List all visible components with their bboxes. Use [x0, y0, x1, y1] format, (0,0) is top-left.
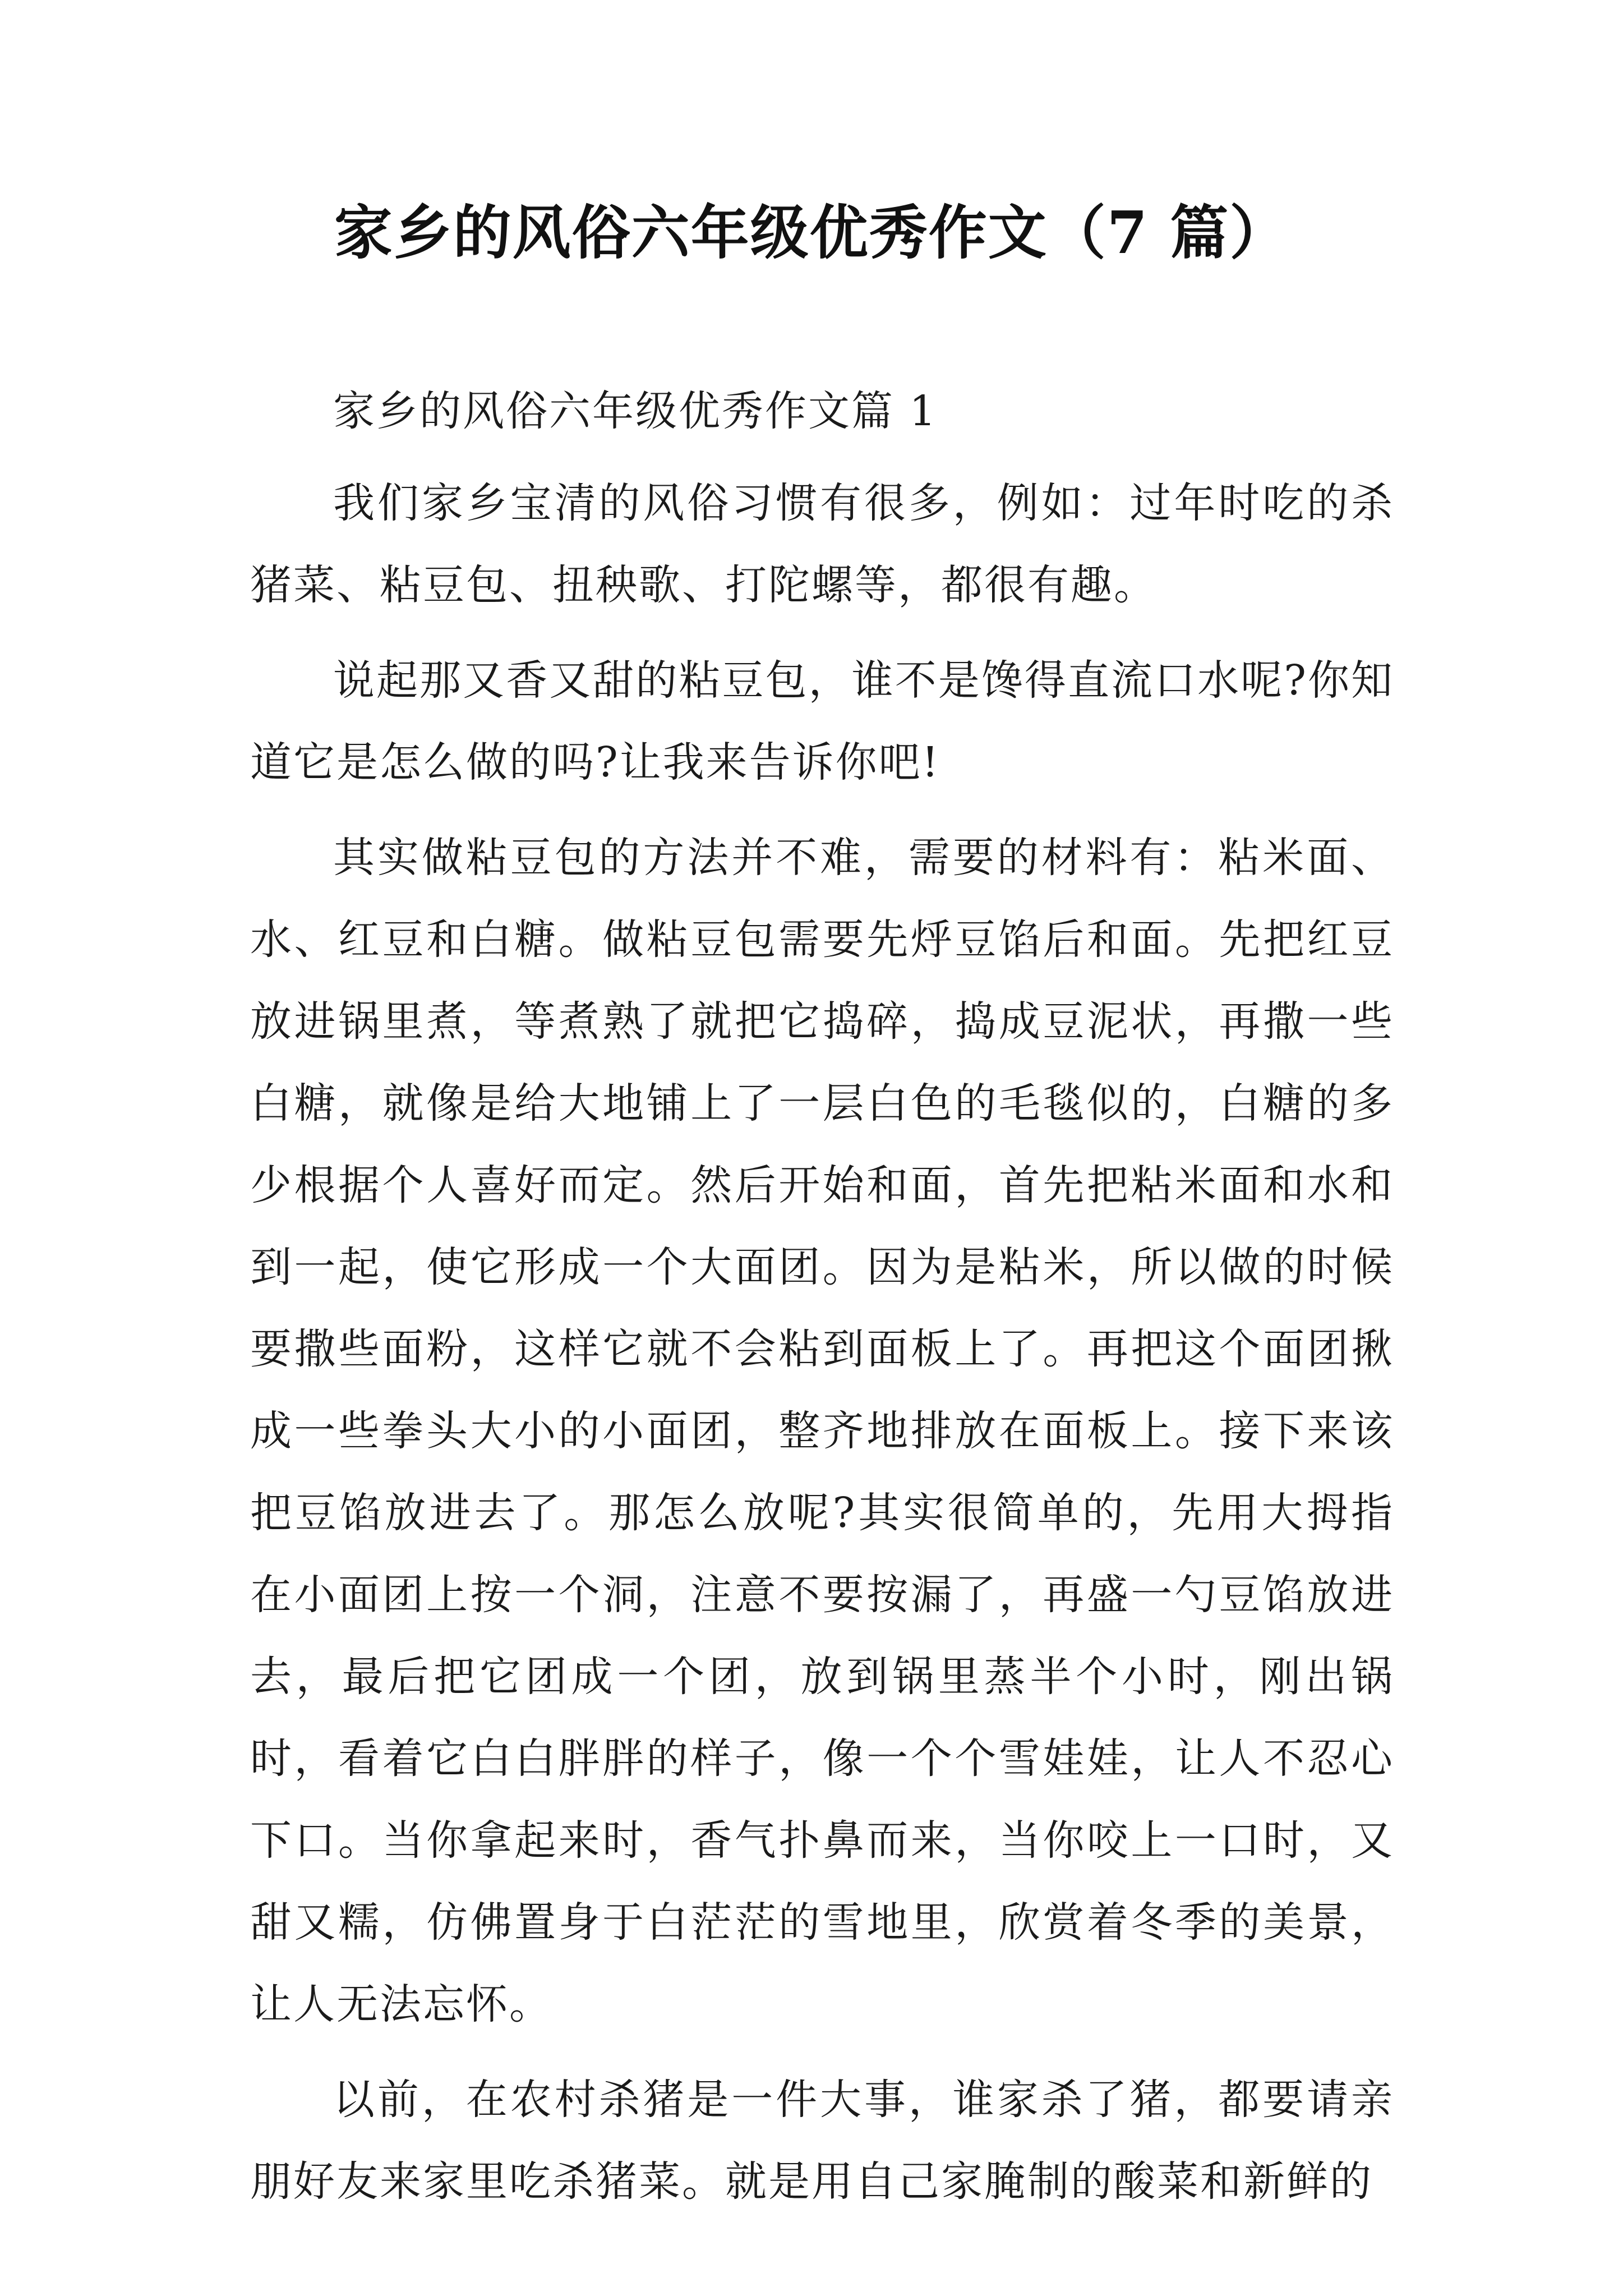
document-title: 家乡的风俗六年级优秀作文（7 篇） — [334, 198, 1289, 267]
paragraph-1: 我们家乡宝清的风俗习惯有很多，例如：过年时吃的杀猪菜、粘豆包、扭秧歌、打陀螺等，都很有趣。 — [250, 479, 1394, 609]
document-body — [250, 370, 1394, 2236]
paragraph-4: 以前，在农村杀猪是一件大事，谁家杀了猪，都要请亲朋好友来家里吃杀猪菜。就是用自己家腌制的酸菜和新鲜的 — [250, 2076, 1394, 2206]
section-heading: 家乡的风俗六年级优秀作文篇 1 — [333, 387, 938, 435]
paragraph-2: 说起那又香又甜的粘豆包，谁不是馋得直流口水呢?你知道它是怎么做的吗?让我来告诉你吧! — [250, 656, 1394, 786]
paragraph-3: 其实做粘豆包的方法并不难，需要的材料有：粘米面、水、红豆和白糖。做粘豆包需要先烀豆馅后和面。先把红豆放进锅里煮，等煮熟了就把它捣碎，捣成豆泥状，再撒一些白糖，就像是给大地铺上了一层白色的毛毯似的，白糖的多少根据个人喜好而定。然后开始和面，首先把粘米面和水和到一起，使它形成一个大面团。因为是粘米，所以做的时候要撒些面粉，这样它就不会粘到面板上了。再把这个面团揪成一些拳头大小的小面团，整齐地排放在面板上。接下来该把豆馅放进去了。那怎么放呢?其实很简单的，先用大拇指在小面团上按一个洞，注意不要按漏了，再盛一勺豆馅放进去，最后把它团成一个团，放到锅里蒸半个小时，刚出锅时，看着它白白胖胖的样子，像一个个雪娃娃，让人不忍心下口。当你拿起来时，香气扑鼻而来，当你咬上一口时，又甜又糯，仿佛置身于白茫茫的雪地里，欣赏着冬季的美景，让人无法忘怀。 — [250, 834, 1394, 2028]
